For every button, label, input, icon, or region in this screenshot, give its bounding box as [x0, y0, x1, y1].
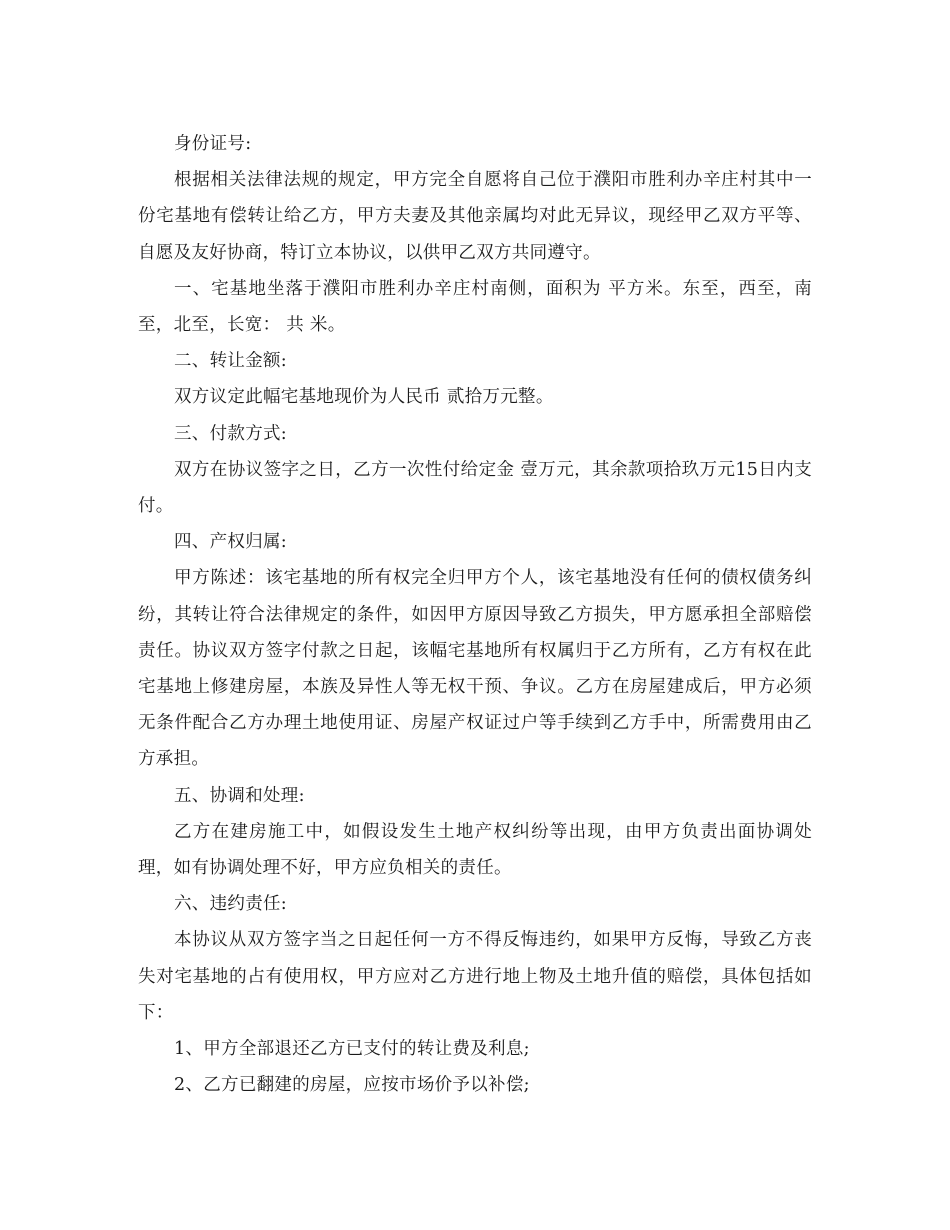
clause-1-location: 一、宅基地坐落于濮阳市胜利办辛庄村南侧，面积为 平方米。东至，西至，南至，北至，长宽： 共 米。: [138, 278, 812, 336]
clause-3-heading: 三、付款方式:: [174, 423, 287, 444]
clause-5-heading: 五、协调和处理:: [174, 785, 305, 806]
id-number-line: 身份证号:: [174, 134, 252, 154]
clause-3-body: 双方在协议签字之日，乙方一次性付给定金 壹万元，其余款项拾玖万元15日内支付。: [138, 459, 812, 517]
clause-2-heading: 二、转让金额:: [174, 351, 287, 372]
clause-2-body: 双方议定此幅宅基地现价为人民币 贰拾万元整。: [174, 387, 554, 408]
document-body: [138, 126, 812, 1103]
clause-4-heading: 四、产权归属:: [174, 532, 287, 553]
clause-6-body: 本协议从双方签字当之日起任何一方不得反悔违约，如果甲方反悔，导致乙方丧失对宅基地的占有使用权，甲方应对乙方进行地上物及土地升值的赔偿，具体包括如下：: [138, 930, 812, 1023]
clause-6-heading: 六、违约责任:: [174, 894, 287, 915]
clause-6-item-1: 1、甲方全部退还乙方已支付的转让费及利息;: [174, 1039, 530, 1060]
clause-5-body: 乙方在建房施工中，如假设发生土地产权纠纷等出现，由甲方负责出面协调处理，如有协调处理不好，甲方应负相关的责任。: [138, 821, 812, 879]
clause-4-body: 甲方陈述：该宅基地的所有权完全归甲方个人，该宅基地没有任何的债权债务纠纷，其转让符合法律规定的条件，如因甲方原因导致乙方损失，甲方愿承担全部赔偿责任。协议双方签字付款之日起，该幅宅基地所有权属归于乙方所有，乙方有权在此宅基地上修建房屋，本族及异性人等无权干预、争议。乙方在房屋建成后，甲方必须无条件配合乙方办理土地使用证、房屋产权证过户等手续到乙方手中，所需费用由乙方承担。: [138, 568, 812, 770]
preamble-paragraph: 根据相关法律法规的规定，甲方完全自愿将自己位于濮阳市胜利办辛庄村其中一份宅基地有偿转让给乙方，甲方夫妻及其他亲属均对此无异议，现经甲乙双方平等、自愿及友好协商，特订立本协议，以供甲乙双方共同遵守。: [138, 170, 812, 263]
clause-6-item-2: 2、乙方已翻建的房屋，应按市场价予以补偿;: [174, 1075, 530, 1096]
